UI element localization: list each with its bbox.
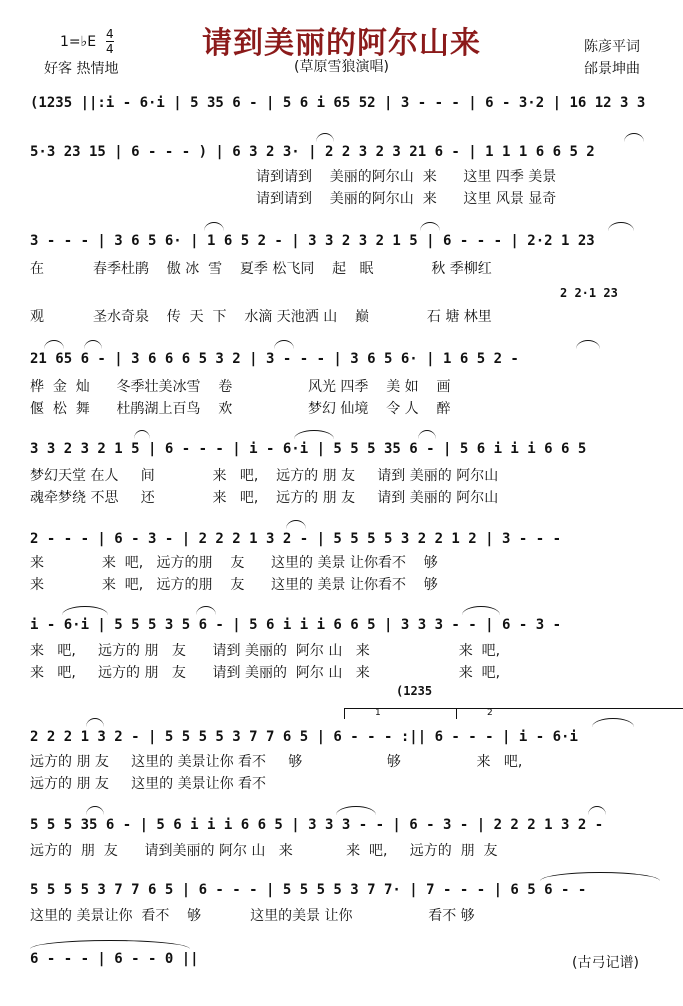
score-notes: 6 - - - | 6 - - 0 || — [30, 951, 199, 967]
score-notes: i - 6·i | 5 5 5 3 5 6 - | 5 6 i i i 6 6 5 | 3 3 3 - - | 6 - 3 - — [30, 617, 562, 633]
intro-repeat-marker: (1235 — [396, 684, 433, 698]
slur-mark — [84, 340, 102, 349]
lyric-line: 来 吧, 远方的 朋 友 请到 美丽的 阿尔 山 来 来 吧, — [30, 643, 501, 659]
lyric-line: 偃 松 舞 杜鹃湖上百鸟 欢 梦幻 仙境 令 人 醉 — [30, 401, 451, 417]
slur-mark — [608, 222, 634, 231]
time-signature-top: 4 — [106, 27, 114, 41]
lyricist: 陈彦平词 — [584, 39, 640, 55]
lyric-line: 请到请到 美丽的阿尔山 来 这里 四季 美景 — [256, 169, 557, 185]
slur-mark — [134, 430, 150, 439]
composer: 邰景坤曲 — [584, 61, 640, 77]
lyric-line: 远方的 朋 友 这里的 美景让你 看不 — [30, 776, 267, 792]
slur-mark — [624, 133, 644, 142]
song-subtitle: (草原雪狼演唱) — [294, 59, 389, 75]
slur-mark — [588, 806, 606, 815]
lyric-line: 在 春季杜鹃 傲 冰 雪 夏季 松飞同 起 眠 秋 季柳红 — [30, 261, 492, 277]
transcriber-credit: (古弓记谱) — [572, 955, 639, 971]
slur-mark — [418, 430, 436, 439]
score-notes: 3 - - - | 3 6 5 6· | 1 6 5 2 - | 3 3 2 3 2 1 5 | 6 - - - | 2·2 1 23 — [30, 233, 595, 249]
slur-mark — [592, 718, 634, 727]
lyric-line: 观 圣水奇泉 传 天 下 水滴 天池洒 山 巅 石 塘 林里 — [30, 309, 492, 325]
lyric-line: 这里的 美景让你 看不 够 这里的美景 让你 看不 够 — [30, 908, 475, 924]
score-line-2 — [30, 139, 662, 165]
song-title: 请到美丽的阿尔山来 — [202, 26, 481, 61]
slur-mark — [86, 806, 104, 815]
tempo-marking: 好客 热情地 — [44, 61, 119, 77]
lyric-line: 来 来 吧, 远方的朋 友 这里的 美景 让你看不 够 — [30, 555, 438, 571]
score-notes: 2 - - - | 6 - 3 - | 2 2 2 1 3 2 - | 5 5 5 5 3 2 2 1 2 | 3 - - - — [30, 531, 562, 547]
lyric-line: 来 来 吧, 远方的朋 友 这里的 美景 让你看不 够 — [30, 577, 438, 593]
lyric-line: 桦 金 灿 冬季壮美冰雪 卷 风光 四季 美 如 画 — [30, 379, 451, 395]
time-signature-bottom: 4 — [106, 42, 114, 56]
lyric-line: 远方的 朋 友 这里的 美景让你 看不 够 够 来 吧, — [30, 754, 523, 770]
time-signature — [106, 28, 114, 55]
slur-mark — [420, 222, 440, 231]
score-notes: (1235 ||:i - 6·i | 5 35 6 - | 5 6 i 65 52 | 3 - - - | 6 - 3·2 | 16 12 3 3 — [30, 95, 646, 111]
slur-mark — [44, 340, 64, 349]
score-line-4 — [30, 346, 662, 372]
lyric-line: 来 吧, 远方的 朋 友 请到 美丽的 阿尔 山 来 来 吧, — [30, 665, 501, 681]
score-line-11 — [30, 946, 230, 972]
lyric-line: 梦幻天堂 在人 间 来 吧, 远方的 朋 友 请到 美丽的 阿尔山 — [30, 468, 499, 484]
volta-first-label: 1 — [375, 708, 381, 718]
score-line-5 — [30, 436, 662, 462]
volta-second-label: 2 — [487, 708, 493, 718]
slur-mark — [86, 718, 104, 727]
slur-mark — [462, 606, 500, 615]
slur-mark — [316, 133, 334, 142]
slur-mark — [286, 520, 306, 529]
slur-mark — [204, 222, 224, 231]
score-notes: 21 65 6 - | 3 6 6 6 5 3 2 | 3 - - - | 3 6 5 6· | 1 6 5 2 - — [30, 351, 519, 367]
score-line-6 — [30, 526, 662, 552]
lyric-line: 魂牵梦绕 不思 还 来 吧, 远方的 朋 友 请到 美丽的 阿尔山 — [30, 490, 499, 506]
slur-mark — [274, 340, 294, 349]
score-line-3 — [30, 228, 662, 254]
slur-mark — [294, 430, 334, 439]
score-line-7 — [30, 612, 662, 638]
alt-phrase-notes: 2 2·1 23 — [560, 286, 618, 300]
score-notes: 5 5 5 5 3 7 7 6 5 | 6 - - - | 5 5 5 5 3 7 7· | 7 - - - | 6 5 6 - - — [30, 882, 587, 898]
slur-mark — [540, 872, 660, 881]
slur-mark — [196, 606, 216, 615]
lyric-line: 请到请到 美丽的阿尔山 来 这里 风景 显奇 — [256, 191, 557, 207]
volta-second — [456, 708, 683, 719]
score-notes: 5 5 5 35 6 - | 5 6 i i i 6 6 5 | 3 3 3 - - | 6 - 3 - | 2 2 2 1 3 2 - — [30, 817, 604, 833]
score-notes: 5·3 23 15 | 6 - - - ) | 6 3 2 3· | 2 2 3 2 3 21 6 - | 1 1 1 6 6 5 2 — [30, 144, 595, 160]
key-signature: 1=♭E — [60, 34, 97, 50]
score-line-9 — [30, 812, 662, 838]
score-notes: 3 3 2 3 2 1 5 | 6 - - - | i - 6·i | 5 5 5 35 6 - | 5 6 i i i 6 6 5 — [30, 441, 587, 457]
lyric-line: 远方的 朋 友 请到美丽的 阿尔 山 来 来 吧, 远方的 朋 友 — [30, 843, 498, 859]
slur-mark — [30, 940, 190, 949]
score-line-8 — [30, 724, 662, 750]
score-line-1 — [30, 90, 662, 116]
score-notes: 2 2 2 1 3 2 - | 5 5 5 5 3 7 7 6 5 | 6 - - - :|| 6 - - - | i - 6·i — [30, 729, 578, 745]
slur-mark — [62, 606, 108, 615]
slur-mark — [336, 806, 376, 815]
slur-mark — [576, 340, 600, 349]
